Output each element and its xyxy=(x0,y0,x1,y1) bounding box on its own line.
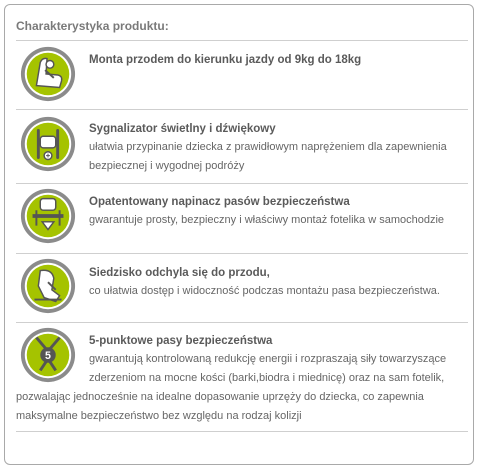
feature-item xyxy=(16,326,468,426)
harness-badge-number: 5 xyxy=(45,349,51,362)
panel-header: Charakterystyka produktu: xyxy=(16,19,169,33)
feature-description-line: maksymalne bezpieczeństwo bez względu na rodzaj kolizji xyxy=(16,410,302,422)
divider xyxy=(16,183,468,184)
divider xyxy=(16,253,468,254)
recline-seat-icon xyxy=(19,257,77,315)
five-point-harness-icon xyxy=(19,326,77,384)
feature-description-line: ułatwia przypinanie dziecka z prawidłowym naprężeniem dla zapewnienia xyxy=(89,141,447,153)
feature-description-line: zderzeniom na mocne kości (barki,biodra i miednicę) oraz na sam fotelik, xyxy=(89,372,445,384)
car-seat-icon xyxy=(19,45,77,103)
feature-description-line: gwarantują kontrolowaną redukcję energii i rozpraszają siły towarzyszące xyxy=(89,353,447,365)
feature-item xyxy=(16,187,468,249)
signal-sensor-icon xyxy=(19,115,77,173)
feature-description-line: co ułatwia dostęp i widoczność podczas montażu pasa bezpieczeństwa. xyxy=(89,285,440,297)
feature-title: 5-punktowe pasy bezpieczeństwa xyxy=(89,335,273,347)
divider xyxy=(16,431,468,432)
feature-item xyxy=(16,113,468,179)
feature-item xyxy=(16,257,468,319)
divider xyxy=(16,109,468,110)
feature-description-line: bezpiecznej i wygodnej podróży xyxy=(89,160,245,172)
feature-description-line: pozwalając jednocześnie na idealne dopasowanie uprzęży do dziecka, co zapewnia xyxy=(16,391,424,403)
product-features-panel xyxy=(4,4,474,465)
feature-title: Siedzisko odchyla się do przodu, xyxy=(89,267,270,279)
feature-title: Sygnalizator świetlny i dźwiękowy xyxy=(89,123,276,135)
belt-tensioner-icon xyxy=(19,187,77,245)
feature-description-line: gwarantuje prosty, bezpieczny i właściwy montaż fotelika w samochodzie xyxy=(89,214,445,226)
divider xyxy=(16,322,468,323)
feature-title: Monta przodem do kierunku jazdy od 9kg do 18kg xyxy=(89,54,362,66)
feature-item xyxy=(16,45,468,105)
divider xyxy=(16,40,468,41)
feature-title: Opatentowany napinacz pasów bezpieczeństwa xyxy=(89,196,350,208)
